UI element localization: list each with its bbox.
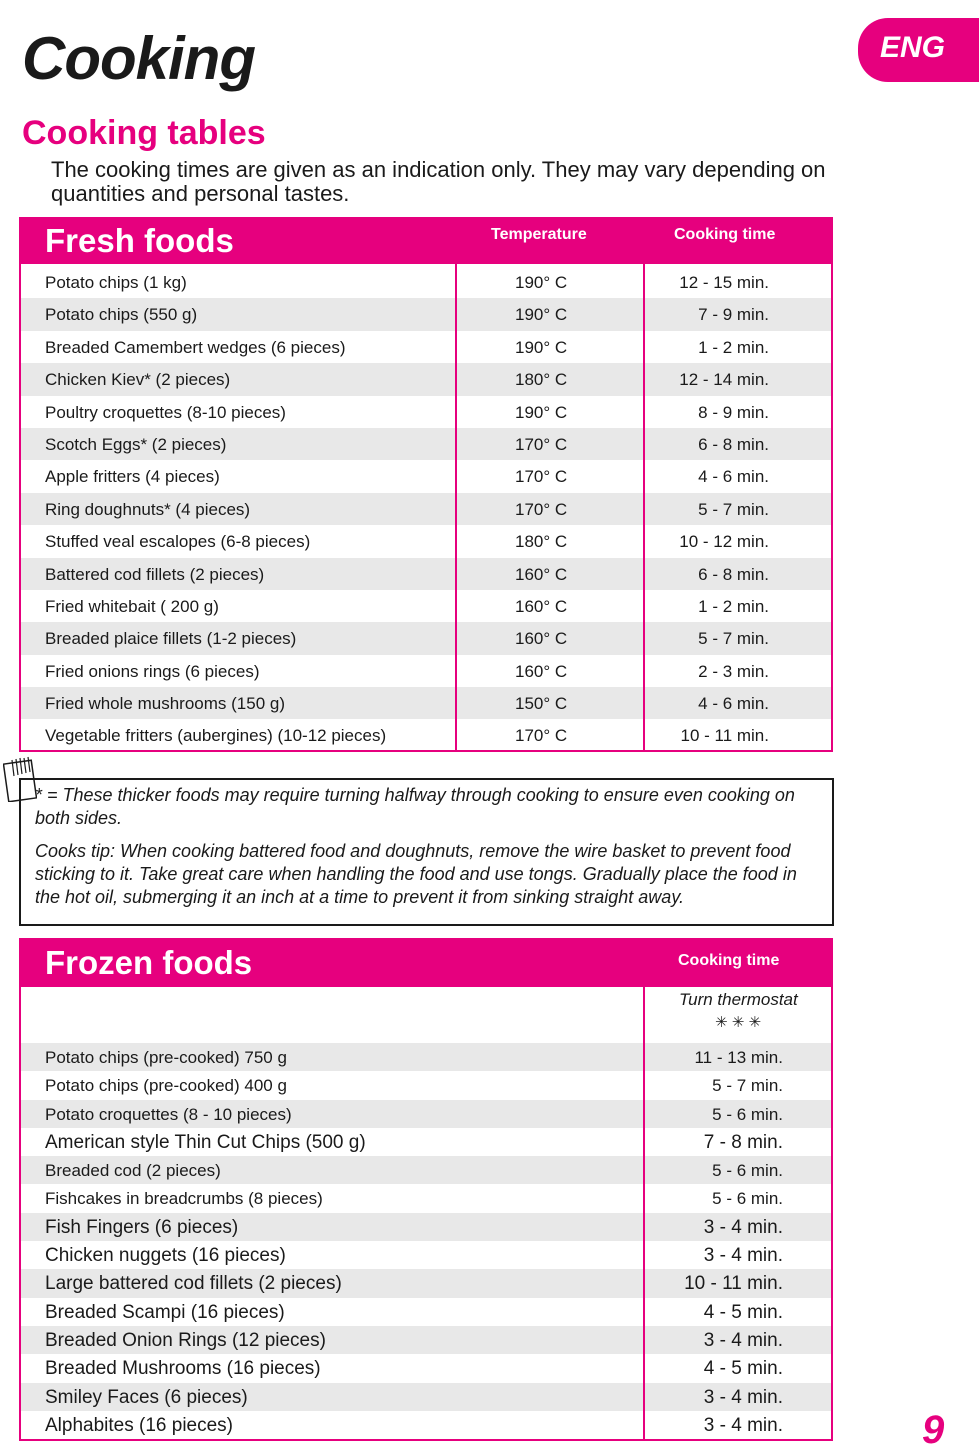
cooking-time-value: 1 - 2 min.: [698, 596, 769, 616]
language-badge: ENG: [858, 18, 979, 82]
cooking-time-value: 3 - 4 min.: [703, 1386, 783, 1408]
table-row: [21, 428, 831, 460]
cooking-time-value: 8 - 9 min.: [698, 402, 769, 422]
cooking-time-value: 7 - 9 min.: [698, 305, 769, 325]
temperature-value: 160° C: [515, 564, 568, 584]
table-row: [21, 1241, 831, 1269]
cooking-time-value: 11 - 13 min.: [694, 1048, 783, 1067]
page-number: 9: [922, 1408, 945, 1452]
table-row: [21, 687, 831, 719]
table-row: [21, 558, 831, 590]
table-row: [21, 1298, 831, 1326]
cooking-time-value: 10 - 11 min.: [684, 1273, 783, 1295]
food-name: Breaded Scampi (16 pieces): [45, 1301, 285, 1323]
food-name: Poultry croquettes (8-10 pieces): [45, 402, 286, 422]
food-name: Chicken Kiev* (2 pieces): [45, 370, 231, 390]
food-name: Battered cod fillets (2 pieces): [45, 564, 265, 584]
cooking-time-value: 3 - 4 min.: [703, 1216, 783, 1238]
table-row: [21, 1043, 831, 1071]
cooking-time-value: 5 - 7 min.: [698, 499, 769, 519]
table-row: [21, 493, 831, 525]
cooking-time-value: 6 - 8 min.: [698, 434, 769, 454]
temperature-value: 180° C: [515, 370, 568, 390]
thermostat-symbol: ✳ ✳ ✳: [715, 1014, 762, 1031]
cooking-time-value: 5 - 7 min.: [698, 629, 769, 649]
cooking-time-value: 10 - 12 min.: [679, 532, 769, 552]
food-name: Potato chips (pre-cooked) 750 g: [45, 1048, 287, 1067]
thermostat-row: [21, 987, 831, 1043]
cooking-time-value: 5 - 6 min.: [712, 1104, 783, 1124]
table-row: [21, 655, 831, 687]
footnote-text: * = These thicker foods may require turning halfway through cooking to ensure even cooking on both sides.: [35, 785, 795, 828]
fresh-foods-header: [21, 219, 831, 264]
cooking-time-value: 7 - 8 min.: [703, 1131, 783, 1153]
frozen-foods-rows: [21, 1043, 831, 1439]
food-name: Smiley Faces (6 pieces): [45, 1386, 248, 1408]
food-name: Breaded Onion Rings (12 pieces): [45, 1329, 326, 1351]
temperature-value: 170° C: [515, 434, 568, 454]
food-name: Alphabites (16 pieces): [45, 1414, 233, 1436]
cooking-time-value: 4 - 5 min.: [703, 1358, 783, 1380]
fresh-foods-rows: [21, 264, 831, 752]
table-row: [21, 363, 831, 395]
cooking-time-column-label: Cooking time: [674, 226, 776, 243]
food-name: Large battered cod fillets (2 pieces): [45, 1273, 342, 1295]
temperature-value: 170° C: [515, 726, 568, 746]
food-name: Fried onions rings (6 pieces): [45, 661, 260, 681]
table-row: [21, 1326, 831, 1354]
table-row: [21, 460, 831, 492]
cooking-time-value: 3 - 4 min.: [703, 1245, 783, 1267]
table-row: [21, 622, 831, 654]
table-row: [21, 719, 831, 751]
food-name: Potato chips (1 kg): [45, 273, 187, 292]
table-row: [21, 1269, 831, 1297]
cooking-time-value: 2 - 3 min.: [698, 661, 769, 681]
food-name: Fried whole mushrooms (150 g): [45, 694, 285, 714]
frozen-foods-table: [19, 938, 833, 1441]
cooking-time-value: 6 - 8 min.: [698, 564, 769, 584]
food-name: Ring doughnuts* (4 pieces): [45, 499, 251, 519]
table-row: [21, 590, 831, 622]
section-title: Cooking tables: [22, 114, 266, 152]
cooking-time-value: 1 - 2 min.: [698, 337, 769, 357]
cooking-time-value: 5 - 6 min.: [712, 1161, 783, 1181]
food-name: Potato chips (pre-cooked) 400 g: [45, 1076, 287, 1096]
temperature-value: 150° C: [515, 694, 568, 714]
cooking-time-value: 4 - 6 min.: [698, 467, 769, 487]
temperature-value: 190° C: [515, 337, 568, 357]
temperature-column-label: Temperature: [491, 226, 587, 243]
fresh-foods-table: [19, 217, 833, 752]
food-name: Fishcakes in breadcrumbs (8 pieces): [45, 1189, 323, 1209]
cooks-tip-text: Cooks tip: When cooking battered food and doughnuts, remove the wire basket to prevent food sticking to it. Take great care when handling the food and use tongs. Gradually place the food in the hot oil, submerging it an inch at a time to prevent it from sinking straight away.: [35, 841, 797, 907]
table-row: [21, 1383, 831, 1411]
food-name: Breaded cod (2 pieces): [45, 1161, 221, 1181]
food-name: Fish Fingers (6 pieces): [45, 1216, 239, 1238]
column-divider: [643, 264, 645, 750]
cooking-time-column-label: Cooking time: [678, 952, 780, 969]
food-name: Stuffed veal escalopes (6-8 pieces): [45, 532, 311, 552]
table-row: [21, 1156, 831, 1184]
table-row: [21, 396, 831, 428]
food-name: Breaded Camembert wedges (6 pieces): [45, 337, 346, 357]
temperature-value: 170° C: [515, 467, 568, 487]
table-row: [21, 1100, 831, 1128]
cooking-time-value: 10 - 11 min.: [680, 726, 769, 746]
temperature-value: 190° C: [515, 402, 568, 422]
table-row: [21, 1071, 831, 1099]
table-row: [21, 331, 831, 363]
cooking-time-value: 4 - 5 min.: [703, 1301, 783, 1323]
cooking-notes: [19, 778, 834, 926]
food-name: Vegetable fritters (aubergines) (10-12 pieces): [45, 726, 387, 746]
cooking-time-value: 3 - 4 min.: [703, 1329, 783, 1351]
cooking-time-value: 12 - 15 min.: [679, 273, 769, 292]
temperature-value: 160° C: [515, 629, 568, 649]
cooking-time-value: 12 - 14 min.: [679, 370, 769, 390]
temperature-value: 180° C: [515, 532, 568, 552]
food-name: Apple fritters (4 pieces): [45, 467, 220, 487]
fresh-foods-title: Fresh foods: [45, 222, 234, 259]
food-name: Breaded plaice fillets (1-2 pieces): [45, 629, 297, 649]
food-name: Chicken nuggets (16 pieces): [45, 1245, 286, 1267]
table-row: [21, 298, 831, 330]
table-row: [21, 266, 831, 298]
frozen-foods-header: [21, 940, 831, 987]
cooking-time-value: 5 - 6 min.: [712, 1189, 783, 1209]
cooking-time-value: 5 - 7 min.: [712, 1076, 783, 1096]
table-row: [21, 1213, 831, 1241]
cooking-time-value: 3 - 4 min.: [703, 1414, 783, 1436]
thermostat-label: Turn thermostat: [679, 990, 798, 1009]
food-name: Fried whitebait ( 200 g): [45, 596, 219, 616]
food-name: Potato croquettes (8 - 10 pieces): [45, 1104, 292, 1124]
food-name: Scotch Eggs* (2 pieces): [45, 434, 227, 454]
temperature-value: 160° C: [515, 661, 568, 681]
intro-text: The cooking times are given as an indication only. They may vary depending on quantities and personal tastes.: [51, 157, 826, 206]
temperature-value: 160° C: [515, 596, 568, 616]
food-name: American style Thin Cut Chips (500 g): [45, 1131, 366, 1153]
table-row: [21, 1354, 831, 1382]
temperature-value: 170° C: [515, 499, 568, 519]
page-title: Cooking: [22, 25, 255, 92]
food-name: Breaded Mushrooms (16 pieces): [45, 1358, 321, 1380]
temperature-value: 190° C: [515, 273, 568, 292]
table-row: [21, 1128, 831, 1156]
column-divider: [643, 987, 645, 1439]
frozen-foods-title: Frozen foods: [45, 944, 253, 981]
table-row: [21, 525, 831, 557]
column-divider: [455, 264, 457, 750]
cooking-time-value: 4 - 6 min.: [698, 694, 769, 714]
temperature-value: 190° C: [515, 305, 568, 325]
table-row: [21, 1411, 831, 1439]
food-name: Potato chips (550 g): [45, 305, 198, 325]
table-row: [21, 1184, 831, 1212]
